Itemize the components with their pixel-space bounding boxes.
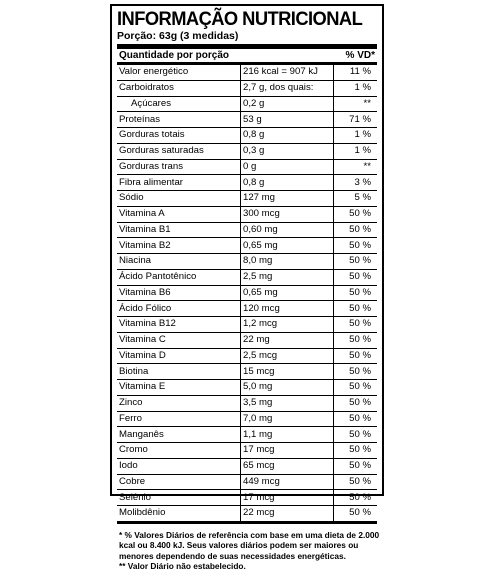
nutrient-quantity: 0,8 g [241, 175, 334, 191]
nutrient-row [117, 443, 377, 459]
nutrient-daily-value: 50 % [334, 443, 378, 459]
nutrient-name: Gorduras saturadas [117, 143, 241, 159]
nutrient-daily-value: ** [334, 159, 378, 175]
nutrient-daily-value: 50 % [334, 364, 378, 380]
nutrient-daily-value: 50 % [334, 301, 378, 317]
nutrient-daily-value: 1 % [334, 80, 378, 96]
nutrient-daily-value: 3 % [334, 175, 378, 191]
nutrient-daily-value: 5 % [334, 191, 378, 207]
nutrient-name: Biotina [117, 364, 241, 380]
nutrient-quantity: 0,8 g [241, 128, 334, 144]
nutrient-row [117, 112, 377, 128]
nutrient-name: Selênio [117, 490, 241, 506]
nutrient-row [117, 395, 377, 411]
nutrition-facts-panel [110, 4, 384, 571]
header-quantity: Quantidade por porção [119, 50, 230, 61]
nutrient-row [117, 506, 377, 523]
nutrient-name: Ferro [117, 411, 241, 427]
nutrient-row [117, 411, 377, 427]
nutrient-row [117, 348, 377, 364]
nutrient-quantity: 15 mcg [241, 364, 334, 380]
nutrient-row [117, 254, 377, 270]
nutrient-row [117, 159, 377, 175]
footnote-line: ** Valor Diário não estabelecido. [119, 560, 246, 571]
nutrient-daily-value: 50 % [334, 285, 378, 301]
nutrient-quantity: 0 g [241, 159, 334, 175]
nutrient-daily-value: 50 % [334, 474, 378, 490]
nutrient-row [117, 191, 377, 207]
nutrient-quantity: 7,0 mg [241, 411, 334, 427]
nutrient-name: Vitamina B12 [117, 317, 241, 333]
nutrient-quantity: 2,7 g, dos quais: [241, 80, 334, 96]
nutrient-quantity: 22 mg [241, 332, 334, 348]
nutrient-name: Vitamina B1 [117, 222, 241, 238]
nutrient-quantity: 22 mcg [241, 506, 334, 523]
nutrient-daily-value: 1 % [334, 128, 378, 144]
nutrient-row [117, 175, 377, 191]
nutrient-row [117, 222, 377, 238]
nutrient-row [117, 128, 377, 144]
nutrient-row [117, 458, 377, 474]
nutrient-name: Molibdênio [117, 506, 241, 523]
nutrient-quantity: 2,5 mg [241, 269, 334, 285]
nutrient-name: Zinco [117, 395, 241, 411]
nutrient-quantity: 17 mcg [241, 490, 334, 506]
nutrient-name: Valor energético [117, 65, 241, 80]
nutrient-quantity: 216 kcal = 907 kJ [241, 65, 334, 80]
nutrient-quantity: 449 mcg [241, 474, 334, 490]
nutrient-daily-value: 11 % [334, 65, 378, 80]
nutrient-row [117, 474, 377, 490]
nutrient-quantity: 1,2 mcg [241, 317, 334, 333]
nutrient-name: Ácido Pantotênico [117, 269, 241, 285]
nutrient-name: Sódio [117, 191, 241, 207]
nutrient-row [117, 80, 377, 96]
footnotes [117, 529, 380, 571]
nutrient-name: Ácido Fólico [117, 301, 241, 317]
nutrient-row [117, 238, 377, 254]
nutrient-daily-value: 50 % [334, 380, 378, 396]
nutrient-quantity: 65 mcg [241, 458, 334, 474]
footnote-line: * % Valores Diários de referência com base em uma dieta de 2.000 [119, 529, 380, 540]
nutrient-name: Açúcares [117, 96, 241, 112]
nutrient-name: Cromo [117, 443, 241, 459]
nutrient-name: Vitamina A [117, 206, 241, 222]
nutrient-name: Manganês [117, 427, 241, 443]
nutrient-row [117, 490, 377, 506]
nutrient-row [117, 301, 377, 317]
nutrient-table [117, 65, 377, 524]
nutrient-daily-value: 1 % [334, 143, 378, 159]
nutrient-quantity: 300 mcg [241, 206, 334, 222]
nutrient-quantity: 127 mg [241, 191, 334, 207]
table-header [117, 49, 377, 65]
nutrient-name: Niacina [117, 254, 241, 270]
nutrient-name: Vitamina B6 [117, 285, 241, 301]
nutrient-daily-value: 50 % [334, 206, 378, 222]
nutrient-row [117, 380, 377, 396]
header-daily-value: % VD* [345, 50, 375, 61]
nutrient-name: Fibra alimentar [117, 175, 241, 191]
nutrient-row [117, 96, 377, 112]
nutrient-daily-value: 50 % [334, 490, 378, 506]
nutrient-daily-value: 50 % [334, 269, 378, 285]
serving-size: Porção: 63g (3 medidas) [117, 30, 239, 42]
nutrient-daily-value: 50 % [334, 506, 378, 523]
nutrient-quantity: 1,1 mg [241, 427, 334, 443]
nutrient-quantity: 0,2 g [241, 96, 334, 112]
nutrient-daily-value: 50 % [334, 317, 378, 333]
nutrient-daily-value: 50 % [334, 427, 378, 443]
nutrient-row [117, 317, 377, 333]
nutrient-quantity: 120 mcg [241, 301, 334, 317]
nutrient-quantity: 0,65 mg [241, 238, 334, 254]
nutrient-row [117, 143, 377, 159]
nutrient-row [117, 364, 377, 380]
nutrient-daily-value: 50 % [334, 222, 378, 238]
nutrient-daily-value: 50 % [334, 458, 378, 474]
nutrient-name: Gorduras trans [117, 159, 241, 175]
nutrient-name: Vitamina B2 [117, 238, 241, 254]
nutrient-name: Carboidratos [117, 80, 241, 96]
nutrient-daily-value: 50 % [334, 254, 378, 270]
nutrient-row [117, 427, 377, 443]
nutrient-name: Cobre [117, 474, 241, 490]
nutrient-name: Proteínas [117, 112, 241, 128]
nutrient-daily-value: 50 % [334, 348, 378, 364]
label-title: INFORMAÇÃO NUTRICIONAL [117, 8, 363, 30]
nutrient-quantity: 0,3 g [241, 143, 334, 159]
nutrient-quantity: 0,60 mg [241, 222, 334, 238]
nutrient-row [117, 285, 377, 301]
nutrient-quantity: 8,0 mg [241, 254, 334, 270]
nutrient-row [117, 206, 377, 222]
nutrient-quantity: 3,5 mg [241, 395, 334, 411]
nutrient-quantity: 17 mcg [241, 443, 334, 459]
nutrient-daily-value: 50 % [334, 238, 378, 254]
nutrient-name: Vitamina E [117, 380, 241, 396]
nutrient-daily-value: 50 % [334, 395, 378, 411]
nutrient-quantity: 2,5 mcg [241, 348, 334, 364]
nutrient-row [117, 332, 377, 348]
footnote-line: kcal ou 8.400 kJ. Seus valores diários podem ser maiores ou [119, 540, 359, 551]
nutrient-quantity: 53 g [241, 112, 334, 128]
nutrient-name: Iodo [117, 458, 241, 474]
nutrient-row [117, 269, 377, 285]
nutrient-quantity: 0,65 mg [241, 285, 334, 301]
nutrient-daily-value: 71 % [334, 112, 378, 128]
nutrient-name: Vitamina D [117, 348, 241, 364]
nutrient-quantity: 5,0 mg [241, 380, 334, 396]
nutrient-name: Gorduras totais [117, 128, 241, 144]
nutrient-daily-value: 50 % [334, 332, 378, 348]
nutrient-row [117, 65, 377, 80]
nutrient-name: Vitamina C [117, 332, 241, 348]
nutrient-daily-value: 50 % [334, 411, 378, 427]
footnote-line: menores dependendo de suas necessidades energéticas. [119, 550, 346, 561]
nutrient-daily-value: ** [334, 96, 378, 112]
